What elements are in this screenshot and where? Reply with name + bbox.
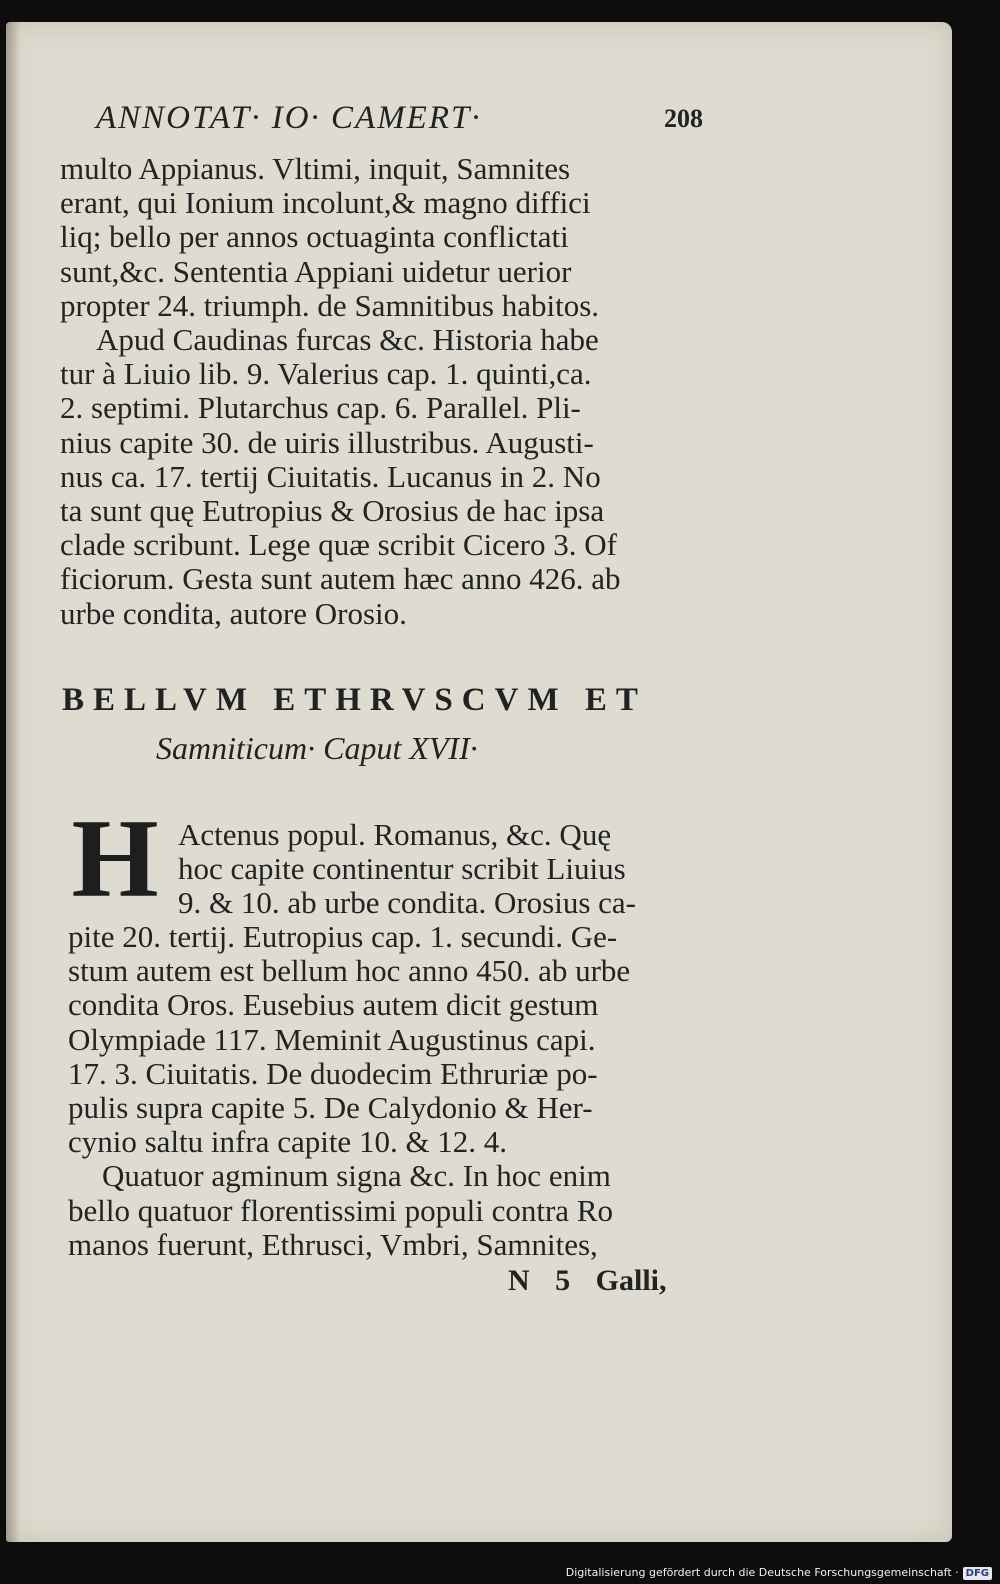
text-line: sunt,&c. Sententia Appiani uidetur uerior <box>60 253 572 289</box>
text-line: bello quatuor florentissimi populi contra Ro <box>68 1192 613 1228</box>
text-line: hoc capite continentur scribit Liuius <box>178 851 626 887</box>
page-number: 208 <box>664 104 703 133</box>
text-line: multo Appianus. Vltimi, inquit, Samnites <box>60 151 571 186</box>
dfg-logo: DFG <box>963 1567 992 1580</box>
text-line: nius capite 30. de uiris illustribus. Augusti- <box>60 424 594 460</box>
text-line: stum autem est bellum hoc anno 450. ab urbe <box>68 953 631 989</box>
annotation-block-2-beside-initial <box>178 818 636 921</box>
credit-text: Digitalisierung gefördert durch die Deutsche Forschungsgemeinschaft · <box>565 1566 959 1579</box>
text-line: ficiorum. Gesta sunt autem hæc anno 426. ab <box>60 561 621 597</box>
page-binding-shadow <box>6 22 20 1542</box>
annotation-block-1 <box>60 152 620 631</box>
chapter-title: BELLVM ETHRVSCVM ET <box>62 682 647 718</box>
annotation-block-2 <box>68 920 630 1262</box>
text-line: 17. 3. Ciuitatis. De duodecim Ethruriæ po- <box>68 1055 598 1091</box>
text-line: urbe condita, autore Orosio. <box>60 595 407 631</box>
text-line: tur à Liuio lib. 9. Valerius cap. 1. quinti,ca. <box>60 356 592 392</box>
text-line: liq; bello per annos octuaginta conflictati <box>60 219 569 255</box>
digitization-credit <box>566 1564 992 1582</box>
chapter-subtitle: Samniticum· Caput XVII· <box>156 730 478 766</box>
text-line: pulis supra capite 5. De Calydonio & Her- <box>68 1090 593 1126</box>
running-head: ANNOTAT· IO· CAMERT· <box>96 100 482 136</box>
text-line: manos fuerunt, Ethrusci, Vmbri, Samnites, <box>68 1226 598 1262</box>
text-line: ta sunt quę Eutropius & Orosius de hac ipsa <box>60 493 605 529</box>
text-line: cynio saltu infra capite 10. & 12. 4. <box>68 1124 508 1160</box>
text-line: erant, qui Ionium incolunt,& magno diffici <box>60 185 591 221</box>
text-line: nus ca. 17. tertij Ciuitatis. Lucanus in 2. No <box>60 458 601 494</box>
text-line: 9. & 10. ab urbe condita. Orosius ca- <box>178 885 636 921</box>
signature-catchword-line: N 5 Galli, <box>508 1264 667 1297</box>
text-line: clade scribunt. Lege quæ scribit Cicero 3. Of <box>60 527 617 563</box>
text-line: Olympiade 117. Meminit Augustinus capi. <box>68 1021 596 1057</box>
text-line: Apud Caudinas furcas &c. Historia habe <box>96 322 599 358</box>
drop-cap-initial: H <box>71 797 159 921</box>
text-line: Actenus popul. Romanus, &c. Quę <box>178 817 612 852</box>
text-line: condita Oros. Eusebius autem dicit gestum <box>68 987 599 1023</box>
text-line: 2. septimi. Plutarchus cap. 6. Parallel. Pli- <box>60 390 581 426</box>
text-line: Quatuor agminum signa &c. In hoc enim <box>102 1158 611 1194</box>
text-line: propter 24. triumph. de Samnitibus habitos. <box>60 287 600 323</box>
text-line: pite 20. tertij. Eutropius cap. 1. secundi. Ge- <box>68 919 618 954</box>
